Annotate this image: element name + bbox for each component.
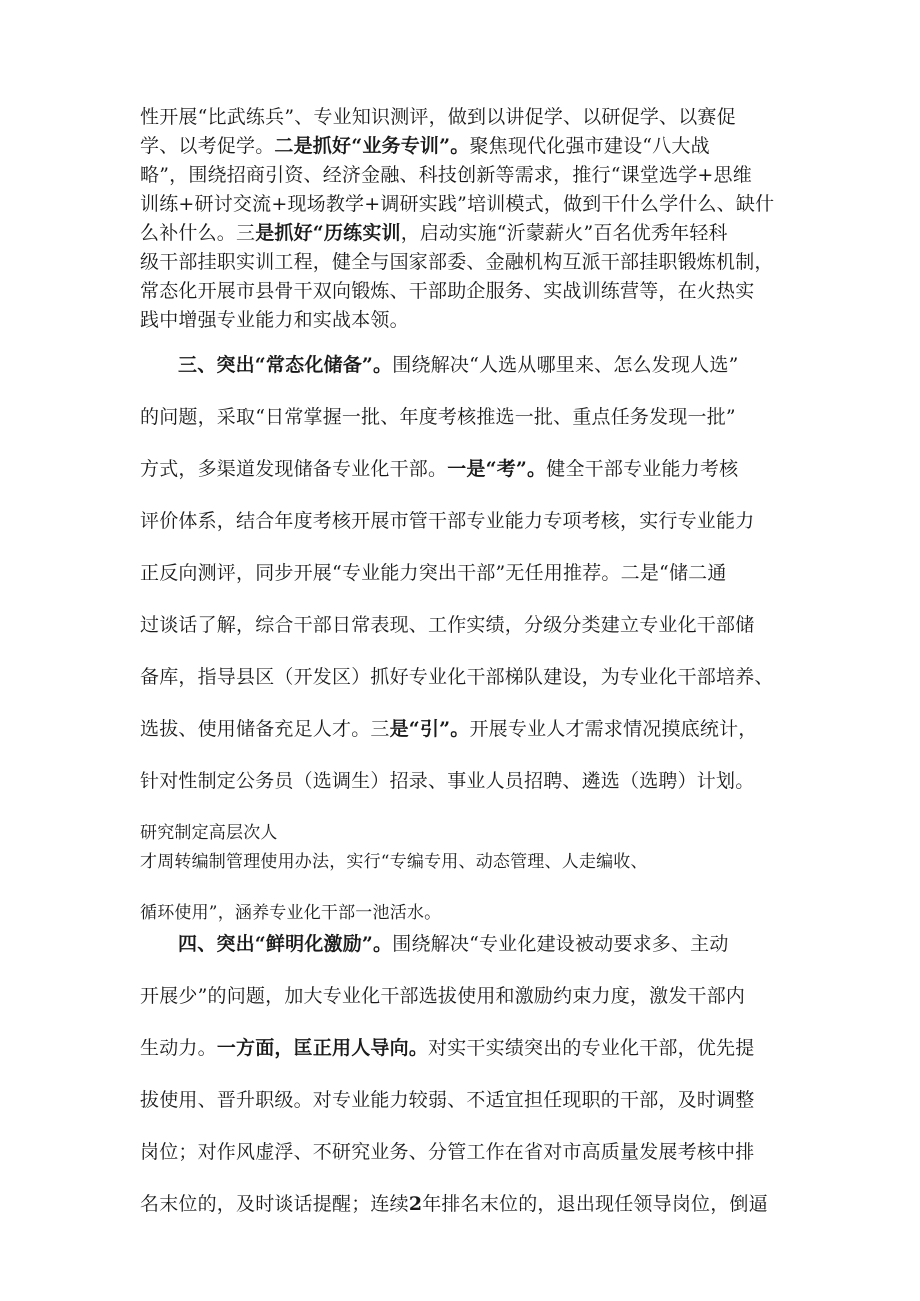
text-run: 学、以考促学。 (140, 135, 275, 157)
text-line (140, 610, 800, 637)
text-run: 常态化开展市县骨干双向锻炼、干部助企服务、实战训练营等，在火热实 (140, 280, 755, 302)
bold-run: 是抓好“历练实训 (255, 222, 401, 244)
text-run: 的问题，采取“日常掌握一批、年度考核推选一批、重点任务发现一批” (140, 406, 736, 428)
text-run: 围绕解决“专业化建设被动要求多、主动 (392, 933, 729, 955)
bold-run: 是“引”。 (389, 718, 470, 740)
text-run: 针对性制定公务员（选调生）招录、事业人员招聘、遴选（选聘）计划。 (140, 770, 755, 792)
text-line (140, 103, 800, 132)
text-line (140, 1085, 800, 1112)
text-run: 评价体系，结合年度考核开展市管干部专业能力专项考核，实行专业能力 (140, 510, 755, 532)
text-run: 循环使用”，涵养专业化干部一池活水。 (140, 903, 442, 923)
text-run: 么补什么。三 (140, 222, 256, 244)
text-run: 才周转编制管理使用办法，实行“专编专用、动态管理、人走编收、 (140, 852, 648, 872)
text-line (140, 277, 800, 306)
text-line (140, 981, 800, 1008)
text-line (140, 847, 800, 872)
text-run: 年排名末位的，退出现任领导岗位，倒逼 (422, 1193, 768, 1215)
text-line (140, 402, 800, 429)
text-run: 选拔、使用储备充足人才。三 (140, 718, 390, 740)
text-line (140, 132, 800, 161)
text-line (140, 818, 800, 843)
text-run: 备库，指导县区（开发区）抓好专业化干部梯队建设，为专业化干部培养、 (140, 666, 774, 688)
text-run: 开展专业人才需求情况摸底统计， (469, 718, 758, 740)
bold-run: 一是“考”。 (447, 458, 547, 480)
text-line (140, 306, 800, 335)
text-line (140, 766, 800, 793)
text-run: 对实干实绩突出的专业化干部，优先提 (428, 1037, 755, 1059)
text-line (140, 190, 800, 219)
text-run: 拔使用、晋升职级。对专业能力较弱、不适宜担任现职的干部，及时调整 (140, 1089, 755, 1111)
text-line (178, 929, 800, 956)
text-run: 践中增强专业能力和实战本领。 (140, 309, 409, 331)
text-run: 生动力。 (140, 1037, 217, 1059)
text-run: 训练+研讨交流+现场教学+调研实践”培训模式，做到干什么学什么、缺什 (140, 193, 775, 215)
text-line (140, 1137, 800, 1164)
text-line (140, 248, 800, 277)
text-line (140, 662, 800, 689)
bold-run: 一方面，匡正用人导向。 (216, 1037, 429, 1059)
text-line (140, 454, 800, 481)
text-run: 岗位；对作风虚浮、不研究业务、分管工作在省对市高质量发展考核中排 (140, 1141, 755, 1163)
text-run: 方式，多渠道发现储备专业化干部。 (140, 458, 448, 480)
bold-run: 二是抓好“业务专训”。 (274, 135, 470, 157)
text-run: 略”，围绕招商引资、经济金融、科技创新等需求，推行“课堂选学+思维 (140, 164, 752, 186)
text-line (140, 714, 800, 741)
bold-run: 四、突出“鲜明化激励”。 (178, 933, 393, 955)
text-line (140, 1033, 800, 1060)
text-run: 名末位的，及时谈话提醒；连续 (140, 1193, 409, 1215)
text-run: 开展少”的问题，加大专业化干部选拔使用和激励约束力度，激发干部内 (140, 985, 746, 1007)
text-run: 正反向测评，同步开展“专业能力突出干部”无任用推荐。二是“储二通 (140, 562, 727, 584)
text-line (140, 506, 800, 533)
text-line (178, 350, 800, 377)
text-line (140, 1189, 800, 1216)
bold-run: 2 (408, 1193, 423, 1215)
text-line (140, 161, 800, 190)
text-run: 研究制定高层次人 (140, 823, 278, 843)
text-run: 健全干部专业能力考核 (546, 458, 739, 480)
text-run: 性开展“比武练兵”、专业知识测评，做到以讲促学、以研促学、以赛促 (140, 106, 736, 128)
text-line (140, 219, 800, 248)
text-line (140, 558, 800, 585)
text-run: ，启动实施“沂蒙薪火”百名优秀年轻科 (400, 222, 728, 244)
bold-run: 三、突出“常态化储备”。 (178, 354, 393, 376)
text-line (140, 898, 800, 923)
text-run: 过谈话了解，综合干部日常表现、工作实绩，分级分类建立专业化干部储 (140, 614, 755, 636)
text-run: 围绕解决“人选从哪里来、怎么发现人选” (392, 354, 739, 376)
text-run: 级干部挂职实训工程，健全与国家部委、金融机构互派干部挂职锻炼机制， (140, 251, 774, 273)
text-run: 聚焦现代化强市建设“八大战 (469, 135, 710, 157)
